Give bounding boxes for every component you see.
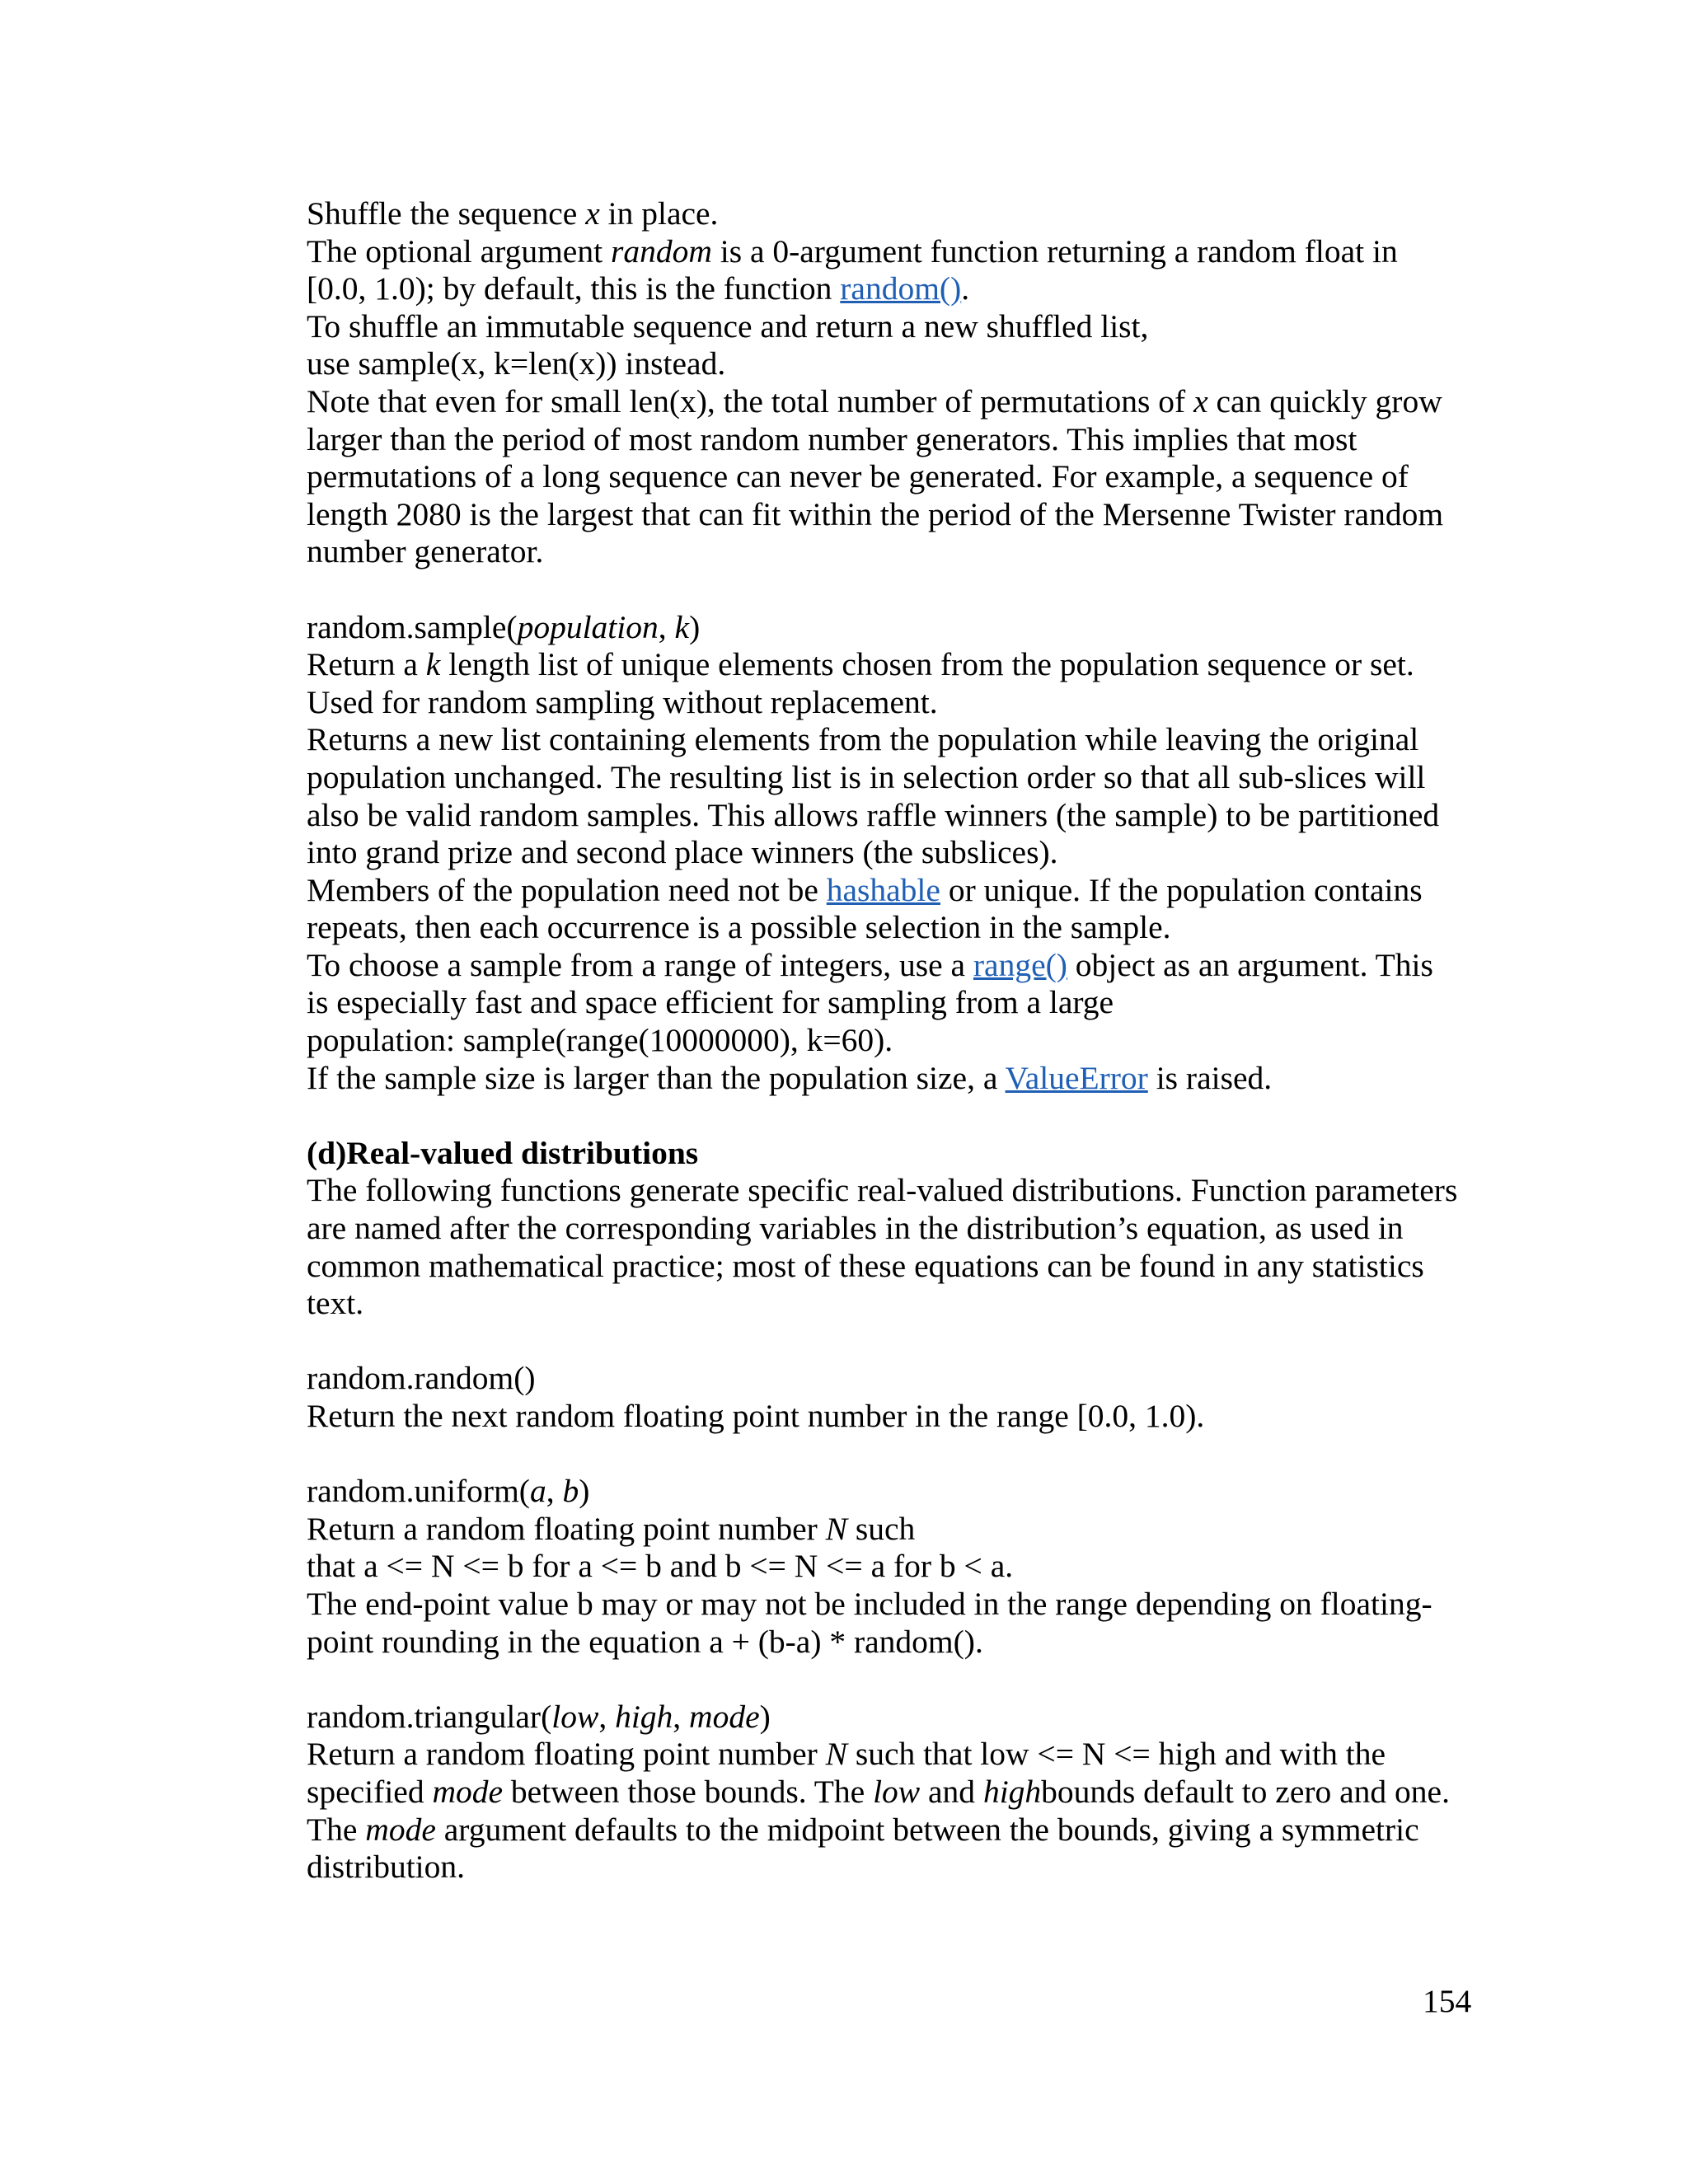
text-line: also be valid random samples. This allows raffle winners (the sample) to be partitioned	[307, 796, 1440, 833]
param-low: low	[551, 1698, 599, 1735]
text-line	[307, 1060, 1477, 1098]
function-signature	[307, 1473, 1477, 1511]
param-a: a	[529, 1473, 546, 1510]
param-random: random	[610, 232, 712, 269]
param-low: low	[873, 1773, 921, 1810]
text-span: ,	[546, 1473, 563, 1510]
valueerror-link[interactable]: ValueError	[1005, 1059, 1148, 1096]
text-line: The end-point value b may or may not be included in the range depending on floating-	[307, 1585, 1432, 1622]
text-line: length 2080 is the largest that can fit within the period of the Mersenne Twister random	[307, 495, 1444, 532]
param-mode: mode	[365, 1811, 436, 1848]
text-line: The following functions generate specific real-valued distributions. Function parameters	[307, 1172, 1458, 1209]
text-span: random.triangular(	[307, 1698, 552, 1735]
param-mode: mode	[432, 1773, 504, 1810]
text-line	[307, 1811, 1477, 1849]
text-span: is a 0-argument function returning a random float in	[711, 232, 1398, 269]
function-signature: random.random()	[307, 1360, 536, 1397]
param-n: N	[825, 1736, 848, 1773]
text-line: into grand prize and second place winners (the subslices).	[307, 834, 1058, 871]
hashable-link[interactable]: hashable	[826, 871, 940, 908]
text-span: Return a random floating point number	[307, 1736, 826, 1773]
text-span: ,	[598, 1698, 616, 1735]
range-link[interactable]: range()	[973, 946, 1067, 983]
text-span: [0.0, 1.0); by default, this is the function	[307, 270, 841, 307]
text-line: number generator.	[307, 533, 544, 570]
text-line: Returns a new list containing elements from the population while leaving the original	[307, 721, 1419, 758]
text-span: can quickly grow	[1207, 382, 1442, 419]
text-span: Note that even for small len(x), the total number of permutations of	[307, 382, 1194, 419]
text-line: use sample(x, k=len(x)) instead.	[307, 345, 726, 382]
text-line	[307, 1736, 1477, 1774]
text-line: population: sample(range(10000000), k=60).	[307, 1022, 893, 1059]
text-span: object as an argument. This	[1067, 946, 1433, 983]
text-line: that a <= N <= b for a <= b and b <= N <= a for b < a.	[307, 1548, 1014, 1585]
text-span: Members of the population need not be	[307, 871, 827, 908]
sample-section	[307, 609, 1477, 1098]
random-section	[307, 1360, 1477, 1435]
text-span: )	[689, 608, 701, 645]
paragraph-gap	[307, 1661, 1477, 1699]
text-line: text.	[307, 1285, 364, 1322]
document-page	[307, 195, 1477, 1886]
text-line: common mathematical practice; most of these equations can be found in any statistics	[307, 1247, 1424, 1284]
param-x: x	[1193, 382, 1208, 419]
text-span: and	[920, 1773, 983, 1810]
text-line	[307, 1774, 1477, 1811]
text-line: permutations of a long sequence can never be generated. For example, a sequence of	[307, 458, 1409, 495]
random-function-link[interactable]: random()	[840, 270, 962, 307]
param-k: k	[425, 646, 441, 683]
text-line: To shuffle an immutable sequence and return a new shuffled list,	[307, 307, 1149, 344]
text-line: is especially fast and space efficient for sampling from a large	[307, 984, 1114, 1021]
paragraph-gap	[307, 1097, 1477, 1135]
text-span: The	[307, 1811, 366, 1848]
text-line	[307, 233, 1477, 271]
param-x: x	[585, 195, 600, 232]
text-line	[307, 195, 1477, 233]
text-line	[307, 947, 1477, 985]
param-mode: mode	[689, 1698, 760, 1735]
text-line: repeats, then each occurrence is a possible selection in the sample.	[307, 909, 1171, 946]
text-span: argument defaults to the midpoint between the bounds, giving a symmetric	[435, 1811, 1419, 1848]
text-span: or unique. If the population contains	[940, 871, 1423, 908]
paragraph-gap	[307, 1436, 1477, 1474]
shuffle-section	[307, 195, 1477, 571]
text-span: If the sample size is larger than the population size, a	[307, 1059, 1006, 1096]
text-span: between those bounds. The	[503, 1773, 874, 1810]
param-b: b	[562, 1473, 579, 1510]
text-line: larger than the period of most random number generators. This implies that most	[307, 420, 1357, 457]
param-k: k	[674, 608, 690, 645]
text-span: .	[961, 270, 970, 307]
section-heading	[307, 1135, 1477, 1173]
text-span: such that low <= N <= high and with the	[847, 1736, 1386, 1773]
text-span: specified	[307, 1773, 433, 1810]
text-span: To choose a sample from a range of integers, use a	[307, 946, 973, 983]
heading-text: (d)Real-valued distributions	[307, 1134, 699, 1171]
page-number: 154	[1423, 1983, 1472, 2019]
text-span: such	[847, 1510, 916, 1547]
text-line: point rounding in the equation a + (b-a) * random().	[307, 1623, 983, 1660]
text-span: bounds default to zero and one.	[1041, 1773, 1450, 1810]
text-line: Return the next random floating point number in the range [0.0, 1.0).	[307, 1398, 1205, 1434]
param-n: N	[825, 1510, 848, 1547]
text-span: in place.	[599, 195, 719, 232]
text-line: distribution.	[307, 1849, 466, 1886]
text-span: random.sample(	[307, 608, 518, 645]
function-signature	[307, 609, 1477, 647]
text-span: ,	[658, 608, 675, 645]
text-span: random.uniform(	[307, 1473, 530, 1510]
param-high: high	[615, 1698, 673, 1735]
text-line	[307, 646, 1477, 684]
param-population: population	[517, 608, 659, 645]
text-line: Used for random sampling without replacement.	[307, 683, 938, 720]
function-signature	[307, 1699, 1477, 1736]
text-line	[307, 872, 1477, 910]
text-line	[307, 270, 1477, 308]
triangular-section	[307, 1699, 1477, 1886]
text-span: )	[759, 1698, 771, 1735]
text-line: are named after the corresponding variables in the distribution’s equation, as used in	[307, 1210, 1404, 1247]
text-line	[307, 1511, 1477, 1549]
paragraph-gap	[307, 571, 1477, 609]
uniform-section	[307, 1473, 1477, 1661]
text-span: )	[579, 1473, 590, 1510]
paragraph-gap	[307, 1323, 1477, 1361]
text-span: Return a random floating point number	[307, 1510, 826, 1547]
text-line: population unchanged. The resulting list is in selection order so that all sub-slices will	[307, 758, 1426, 795]
text-span: Return a	[307, 646, 426, 683]
text-span: Shuffle the sequence	[307, 195, 586, 232]
text-span: ,	[673, 1698, 690, 1735]
param-high: high	[982, 1773, 1042, 1810]
text-line	[307, 383, 1477, 421]
text-span: The optional argument	[307, 232, 611, 269]
distributions-section	[307, 1135, 1477, 1323]
text-span: is raised.	[1147, 1059, 1273, 1096]
text-span: length list of unique elements chosen from the population sequence or set.	[440, 646, 1414, 683]
